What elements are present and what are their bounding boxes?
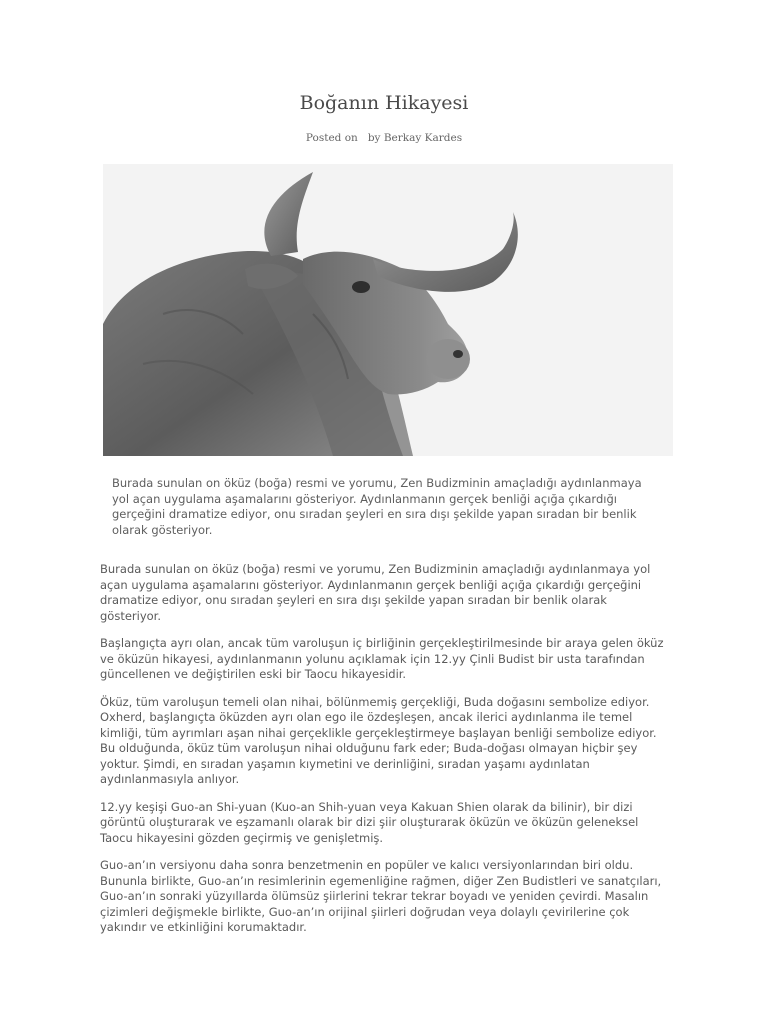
paragraph: Öküz, tüm varoluşun temeli olan nihai, bölünmemiş gerçekliği, Buda doğasını sembolize ediyor. Oxherd, başlangıçta öküzden ayrı olan ego ile özdeşleşen, ancak ilerici aydınlanma ile temel kimliği, tüm ayrımları aşan nihai gerçeklikle gerçekleştirmeye başlayan benliği sembolize ediyor. Bu olduğunda, öküz tüm varoluşun nihai olduğunu fark eder; Buda-doğası olmayan hiçbir şey yoktur. Şimdi, en sıradan yaşamın kıymetini ve derinliğini, sıradan yaşamı aydınlatan aydınlanmasıyla anlıyor. — [100, 694, 657, 786]
paragraph: Başlangıçta ayrı olan, ancak tüm varoluşun iç birliğinin gerçekleştirilmesinde bir araya gelen öküz ve öküzün hikayesi, aydınlanmanın yolunu açıklamak için 12.yy Çinli Budist bir usta tarafından güncellenen ve değiştirilen eski bir Taocu hikayesidir. — [100, 636, 664, 681]
image-caption: Burada sunulan on öküz (boğa) resmi ve yorumu, Zen Budizminin amaçladığı aydınlanmaya yol açan uygulama aşamalarını gösteriyor. Aydınlanmanın gerçek benliği açığa çıkardığı gerçeğini dramatize ediyor, onu sıradan şeyleri en sıra dışı şekilde yapan sıradan bir benlik olarak gösteriyor. — [112, 476, 642, 537]
bull-image — [103, 164, 673, 456]
byline — [0, 132, 768, 144]
paragraph: Guo-an’ın versiyonu daha sonra benzetmenin en popüler ve kalıcı versiyonlarından biri oldu. Bununla birlikte, Guo-an’ın resimlerinin egemenliğine rağmen, diğer Zen Budistleri ve sanatçıları, Guo-an’ın sonraki yüzyıllarda ölümsüz şiirlerini tekrar tekrar boyadı ve yeniden çevirdi. Masalın çizimleri değişmekle birlikte, Guo-an’ın orijinal şiirleri doğrudan veya dolaylı çevirilerine çok yakındır ve etkinliğini korumaktadır. — [100, 858, 662, 934]
posted-on-label: Posted on — [305, 132, 358, 144]
paragraph: Burada sunulan on öküz (boğa) resmi ve yorumu, Zen Budizminin amaçladığı aydınlanmaya yol açan uygulama aşamalarını gösteriyor. Aydınlanmanın gerçek benliği açığa çıkardığı gerçeğini dramatize ediyor, onu sıradan şeyleri en sıra dışı şekilde yapan sıradan bir benlik olarak gösteriyor. — [100, 562, 651, 623]
featured-image — [103, 164, 673, 456]
page-title: Boğanın Hikayesi — [299, 92, 469, 114]
article-body — [100, 562, 670, 948]
paragraph: 12.yy keşişi Guo-an Shi-yuan (Kuo-an Shih-yuan veya Kakuan Shien olarak da bilinir), bir dizi görüntü oluşturarak ve eşzamanlı olarak bir dizi şiir oluşturarak öküzün ve öküzün geleneksel Taocu hikayesini gözden geçirmiş ve genişletmiş. — [100, 799, 639, 845]
author-link[interactable]: by Berkay Kardes — [367, 132, 463, 144]
